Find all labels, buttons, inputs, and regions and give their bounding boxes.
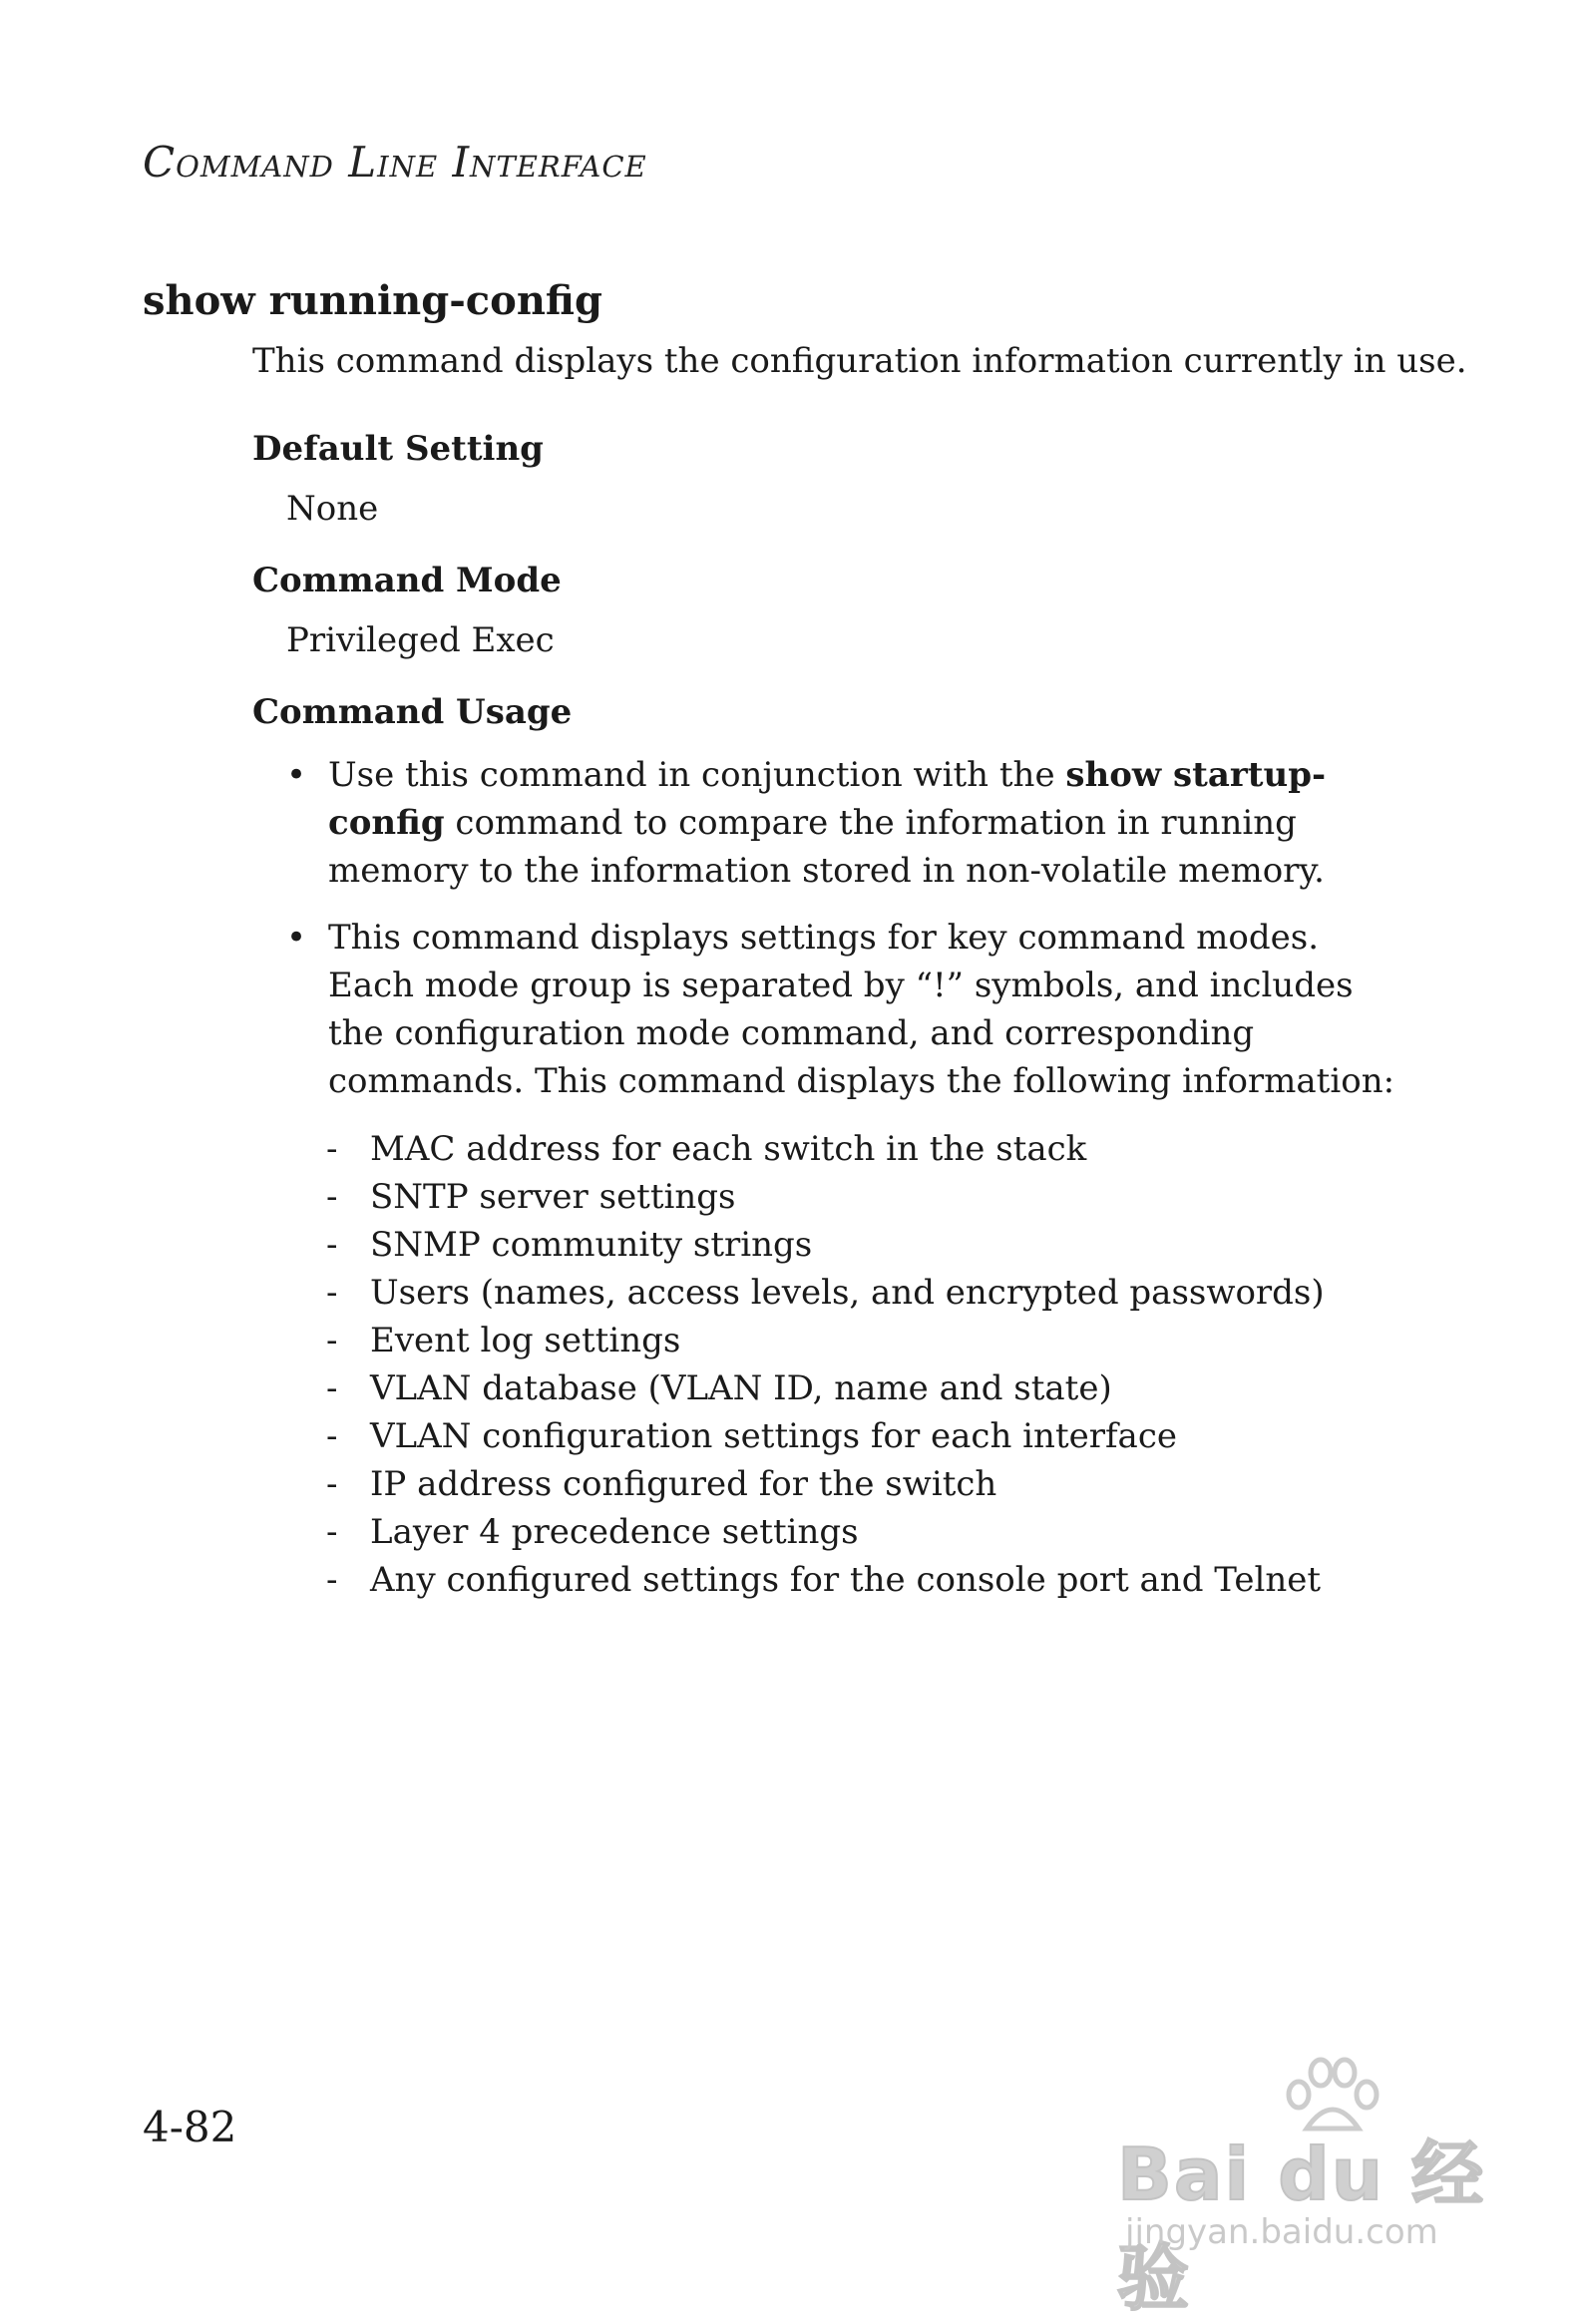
list-item: - Users (names, access levels, and encrypted passwords) bbox=[326, 1273, 1325, 1313]
displayed-information-list bbox=[326, 1125, 1325, 1604]
watermark-url: jingyan.baidu.com bbox=[1125, 2212, 1438, 2252]
command-usage-heading: Command Usage bbox=[252, 692, 573, 732]
list-item: - VLAN database (VLAN ID, name and state) bbox=[326, 1368, 1112, 1408]
default-setting-heading: Default Setting bbox=[252, 429, 544, 469]
cross-reference-command: show startup-config bbox=[328, 755, 1327, 843]
list-item: - VLAN configuration settings for each interface bbox=[326, 1416, 1177, 1456]
page-number: 4-82 bbox=[143, 2103, 237, 2151]
bullet-marker: • bbox=[286, 918, 307, 958]
usage-bullet-2 bbox=[286, 914, 1413, 1105]
list-item: - IP address configured for the switch bbox=[326, 1464, 997, 1504]
command-description: This command displays the configuration information currently in use. bbox=[252, 341, 1467, 381]
default-setting-value: None bbox=[286, 489, 379, 529]
command-mode-value: Privileged Exec bbox=[286, 620, 555, 660]
running-header: Command Line Interface bbox=[143, 138, 647, 187]
usage-bullet-1-intro: Use this command in conjunction with the bbox=[328, 755, 1066, 795]
watermark-brand: Bai du 经验 bbox=[1117, 2132, 1486, 2320]
usage-bullet-1-text bbox=[328, 751, 1413, 895]
list-item: - SNMP community strings bbox=[326, 1225, 813, 1265]
command-mode-heading: Command Mode bbox=[252, 561, 562, 600]
usage-bullet-1 bbox=[286, 751, 1413, 895]
usage-bullet-2-text: This command displays settings for key command modes. Each mode group is separated by “!” symbols, and includes the configuration mode command, and corresponding commands. This command displays the following information: bbox=[328, 918, 1395, 1101]
baidu-jingyan-watermark bbox=[1117, 2055, 1486, 2320]
command-title: show running-config bbox=[143, 277, 602, 324]
list-item: - Layer 4 precedence settings bbox=[326, 1512, 859, 1552]
usage-bullet-1-rest: command to compare the information in running memory to the information stored in non-volatile memory. bbox=[328, 803, 1325, 891]
bullet-marker: • bbox=[286, 755, 307, 795]
list-item: - MAC address for each switch in the stack bbox=[326, 1129, 1087, 1169]
list-item: - SNTP server settings bbox=[326, 1177, 736, 1217]
list-item: - Event log settings bbox=[326, 1321, 681, 1360]
list-item: - Any configured settings for the console port and Telnet bbox=[326, 1560, 1321, 1600]
